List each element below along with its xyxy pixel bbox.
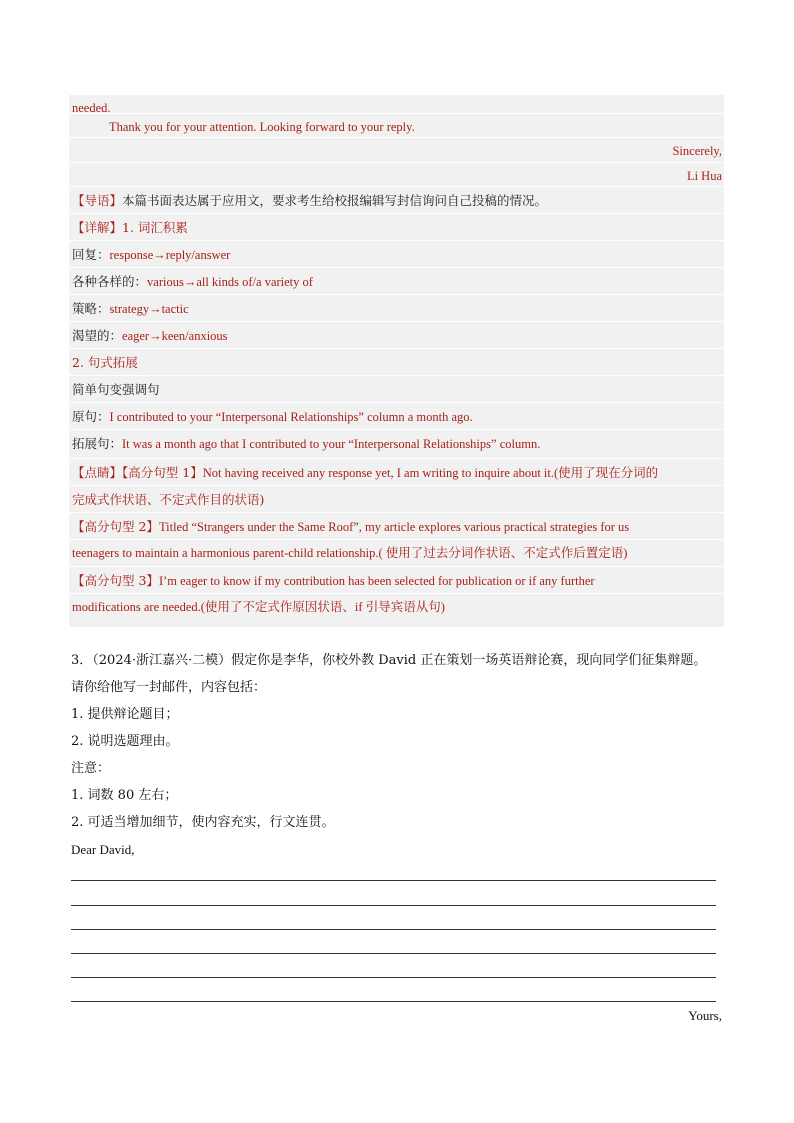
original-sentence xyxy=(69,402,724,429)
section-heading: 2. 句式拓展 xyxy=(69,348,724,375)
sentence-type-tag: 【高分句型 1】 xyxy=(122,465,203,480)
answer-writing-line[interactable] xyxy=(71,1001,716,1002)
detail-text: 1. 词汇积累 xyxy=(122,220,188,235)
answer-writing-line[interactable] xyxy=(71,953,716,954)
guide-tag: 【导语】 xyxy=(72,193,123,208)
letter-signoff: Sincerely, xyxy=(69,137,724,164)
question-prompt-cont: 请你给他写一封邮件，内容包括： xyxy=(71,680,267,695)
vocab-cn: 策略： xyxy=(72,301,110,316)
detail-line xyxy=(69,213,724,240)
sentence-text-cont: modifications are needed.(使用了不定式作原因状语、if 引导宾语从句) xyxy=(69,593,724,620)
letter-text-line: Thank you for your attention. Looking forward to your reply. xyxy=(69,113,724,140)
letter-signature: Li Hua xyxy=(69,162,724,189)
original-label: 原句： xyxy=(72,409,110,424)
note-item: 1. 词数 80 左右； xyxy=(71,788,178,803)
vocab-item xyxy=(69,321,724,348)
letter-closing: Yours, xyxy=(688,1008,722,1023)
sentence-text-cont: teenagers to maintain a harmonious parent-child relationship.( 使用了过去分词作状语、不定式作后置定语) xyxy=(69,539,724,566)
letter-text-line: needed. xyxy=(72,101,111,115)
answer-explanation-block xyxy=(69,95,724,627)
original-text: I contributed to your “Interpersonal Relationships” column a month ago. xyxy=(109,410,473,424)
highlight-sentence-2 xyxy=(69,512,724,539)
vocab-cn: 渴望的： xyxy=(72,328,123,343)
highlight-sentence-1 xyxy=(69,458,724,485)
highlight-tag: 【点睛】 xyxy=(72,465,123,480)
vocab-item xyxy=(69,240,724,267)
vocab-en: various→all kinds of/a variety of xyxy=(147,275,313,289)
sentence-type-tag: 【高分句型 3】 xyxy=(72,573,159,588)
sentence-text-cont: 完成式作状语、不定式作目的状语) xyxy=(69,485,724,512)
note-heading: 注意： xyxy=(71,761,111,776)
salutation: Dear David, xyxy=(71,842,135,857)
requirement-item: 2. 说明选题理由。 xyxy=(71,734,179,749)
vocab-cn: 各种各样的： xyxy=(72,274,148,289)
sentence-text: I’m eager to know if my contribution has been selected for publication or if any further xyxy=(158,574,595,588)
answer-writing-line[interactable] xyxy=(71,905,716,906)
highlight-sentence-3 xyxy=(69,566,724,593)
sentence-type-tag: 【高分句型 2】 xyxy=(72,519,159,534)
section-subheading: 简单句变强调句 xyxy=(69,375,724,402)
vocab-en: eager→keen/anxious xyxy=(122,329,228,343)
sentence-text: Not having received any response yet, I am writing to inquire about it.(使用了现在分词的 xyxy=(202,466,659,480)
question-prompt: 3．（2024·浙江嘉兴·二模）假定你是李华，你校外教 David 正在策划一场英语辩论赛，现向同学们征集辩题。 xyxy=(71,653,707,668)
detail-tag: 【详解】 xyxy=(72,220,123,235)
answer-writing-line[interactable] xyxy=(71,977,716,978)
vocab-en: response→reply/answer xyxy=(109,248,231,262)
vocab-en: strategy→tactic xyxy=(109,302,189,316)
sentence-text: Titled “Strangers under the Same Roof”, my article explores various practical strategies for us xyxy=(158,520,630,534)
guide-text: 本篇书面表达属于应用文，要求考生给校报编辑写封信询问自己投稿的情况。 xyxy=(122,193,548,208)
answer-writing-line[interactable] xyxy=(71,929,716,930)
vocab-item xyxy=(69,267,724,294)
extended-sentence xyxy=(69,429,724,456)
vocab-cn: 回复： xyxy=(72,247,110,262)
note-item: 2. 可适当增加细节，使内容充实，行文连贯。 xyxy=(71,815,335,830)
guide-line xyxy=(69,186,724,213)
question-block xyxy=(71,647,731,863)
requirement-item: 1. 提供辩论题目； xyxy=(71,707,179,722)
extended-text: It was a month ago that I contributed to your “Interpersonal Relationships” column. xyxy=(122,437,541,451)
answer-writing-line[interactable] xyxy=(71,880,716,881)
extended-label: 拓展句： xyxy=(72,436,123,451)
vocab-item xyxy=(69,294,724,321)
